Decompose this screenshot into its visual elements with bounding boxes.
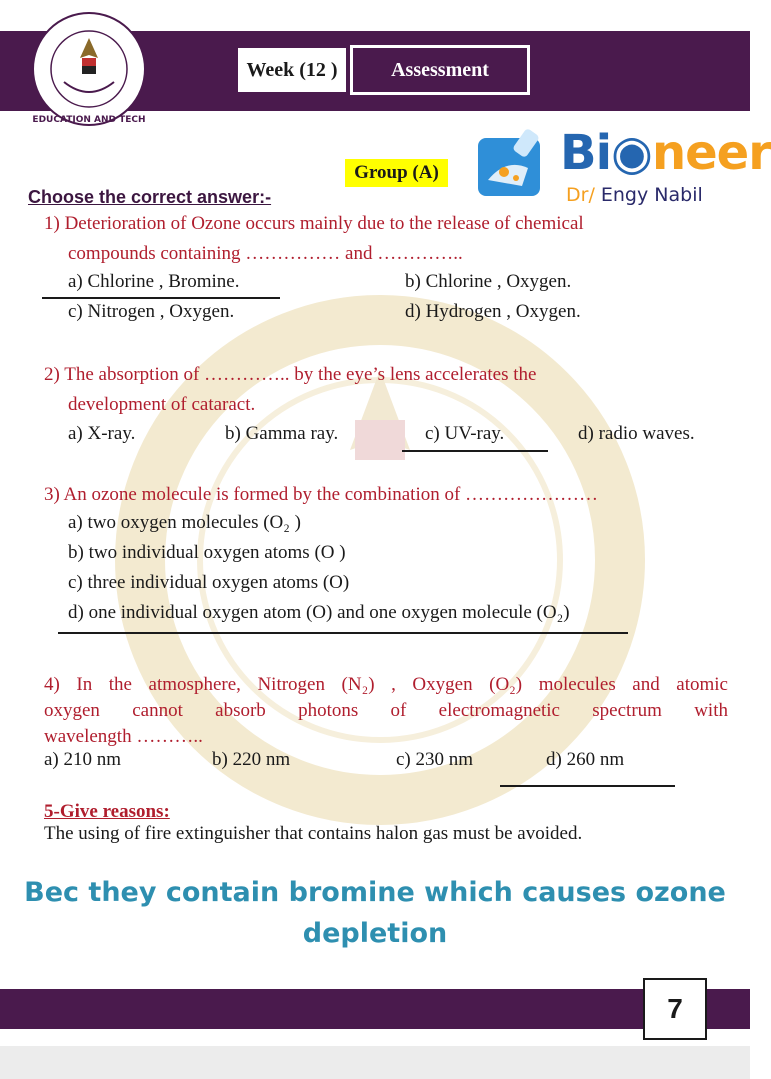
- question-2-line2: development of cataract.: [68, 394, 256, 415]
- q2-option-b[interactable]: b) Gamma ray.: [225, 423, 339, 444]
- q1-option-c[interactable]: c) Nitrogen , Oxygen.: [68, 301, 235, 322]
- question-4-line3: wavelength ………..: [44, 726, 203, 747]
- group-label: Group (A): [345, 159, 448, 187]
- brand-name-part1: Bi: [560, 125, 612, 181]
- q4-option-b[interactable]: b) 220 nm: [212, 749, 291, 770]
- q4-option-a[interactable]: a) 210 nm: [44, 749, 122, 770]
- week-label: Week (12 ): [236, 46, 348, 94]
- brand-name: [560, 125, 771, 181]
- svg-text:EDUCATION AND TECH: EDUCATION AND TECH: [32, 115, 146, 125]
- bioneer-flask-icon: [476, 128, 548, 198]
- q4-answer-underline: [500, 785, 675, 787]
- q3-option-d[interactable]: d) one individual oxygen atom (O) and one oxygen molecule (O₂): [68, 602, 570, 623]
- q3-option-a[interactable]: a) two oxygen molecules (O₂ ): [68, 512, 301, 533]
- author-name: Engy Nabil: [594, 184, 703, 206]
- reasons-statement: The using of fire extinguisher that contains halon gas must be avoided.: [44, 823, 583, 844]
- ministry-seal-logo: [24, 10, 154, 128]
- handwritten-answer: Bec they contain bromine which causes ozone depletion: [24, 877, 726, 949]
- q4-option-c[interactable]: c) 230 nm: [396, 749, 474, 770]
- question-1-line2: compounds containing …………… and …………..: [68, 243, 463, 264]
- q3-option-b[interactable]: b) two individual oxygen atoms (O ): [68, 542, 346, 563]
- question-4-line2: oxygen cannot absorb photons of electromagnetic spectrum with: [44, 700, 728, 721]
- author-prefix: Dr/: [566, 184, 595, 206]
- footer-bar: [0, 989, 750, 1029]
- bottom-strip: [0, 1046, 750, 1079]
- question-3-line1: 3) An ozone molecule is formed by the combination of …………………: [44, 484, 599, 505]
- q3-option-c[interactable]: c) three individual oxygen atoms (O): [68, 572, 350, 593]
- reasons-heading: 5-Give reasons:: [44, 801, 170, 822]
- q2-answer-underline: [402, 450, 548, 452]
- brand-atom-icon: ◉: [611, 125, 652, 181]
- page-number: 7: [643, 978, 707, 1040]
- assessment-label: Assessment: [350, 45, 530, 95]
- brand-name-part2: neer: [651, 125, 771, 181]
- question-1-line1: 1) Deterioration of Ozone occurs mainly due to the release of chemical: [44, 213, 584, 234]
- q2-option-c[interactable]: c) UV-ray.: [425, 423, 505, 444]
- instruction-heading: Choose the correct answer:-: [28, 187, 272, 207]
- author-label: [566, 184, 703, 206]
- question-2-line1: 2) The absorption of ………….. by the eye’s lens accelerates the: [44, 364, 537, 385]
- q2-option-a[interactable]: a) X-ray.: [68, 423, 136, 444]
- q1-option-b[interactable]: b) Chlorine , Oxygen.: [405, 271, 572, 292]
- q1-option-d[interactable]: d) Hydrogen , Oxygen.: [405, 301, 581, 322]
- q1-answer-underline: [42, 297, 280, 299]
- q4-option-d[interactable]: d) 260 nm: [546, 749, 625, 770]
- q2-option-d[interactable]: d) radio waves.: [578, 423, 695, 444]
- q1-option-a[interactable]: a) Chlorine , Bromine.: [68, 271, 240, 292]
- q3-answer-underline: [58, 632, 628, 634]
- question-4-line1: 4) In the atmosphere, Nitrogen (N₂) , Oxygen (O₂) molecules and atomic: [44, 674, 728, 695]
